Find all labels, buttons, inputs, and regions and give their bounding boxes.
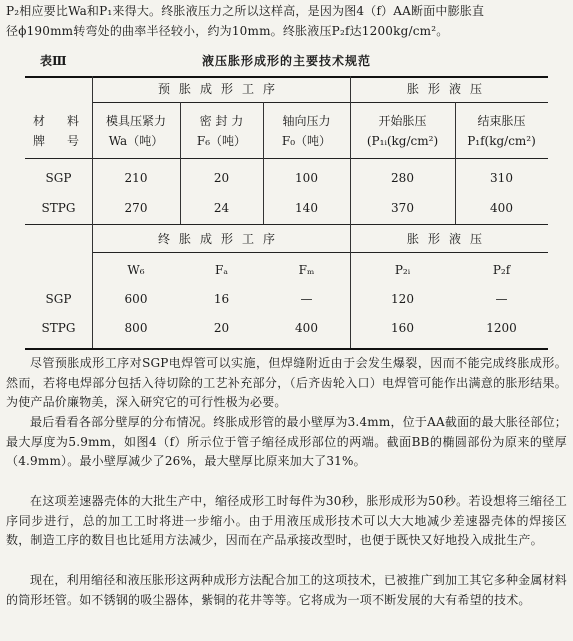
table-cell: 270 bbox=[124, 201, 148, 215]
table-rule bbox=[25, 158, 548, 159]
header-col: W₆ bbox=[127, 263, 145, 277]
header-seal-force-1: 密 封 力 bbox=[199, 114, 244, 128]
table-cell: 16 bbox=[213, 292, 230, 306]
header-end-pressure-2: P₁f(kg/cm²) bbox=[467, 134, 536, 148]
table-cell: 140 bbox=[295, 201, 318, 215]
header-seal-force-2: F₆（吨） bbox=[196, 134, 247, 148]
header-clamp-force-2: Wa（吨） bbox=[108, 134, 164, 148]
body-paragraph: 尽管预胀成形工序对SGP电焊管可以实施，但焊缝附近由于会发生爆裂，因而不能完成终胀成形。然而，若将电焊部分包括入待切除的工艺补充部分，（后齐齿轮入口）电焊管可能作出满意的胀形结果。为使产品价廉物美，深入研究它的可行性极为必要。 bbox=[6, 356, 567, 409]
table-bottom-rule bbox=[25, 348, 548, 350]
table-cell: 400 bbox=[295, 321, 318, 335]
header-group-final: 终胀成形工序 bbox=[157, 232, 284, 246]
body-paragraph: 在这项差速器壳体的大批生产中，缩径成形工时每件为30秒，胀形成形为50秒。若设想将三缩径工序同步进行，总的加工工时将进一步缩小。由于用液压成形技术可以大大地减少差速器壳体的焊接区数，制造工序的数目也比延用方法减少，因而在产品承接改型时，也便于既快又好地投入成批生产。 bbox=[6, 494, 567, 547]
table-title: 液压胀形成形的主要技术规范 bbox=[201, 54, 371, 68]
row-material-name: STPG bbox=[41, 321, 76, 335]
table-rule bbox=[92, 102, 548, 103]
table-cell: — bbox=[300, 292, 313, 306]
intro-line-1: P₂相应要比Wa和P₁来得大。终胀液压力之所以这样高，是因为图4（f）AA断面中膨胀直 bbox=[6, 4, 485, 18]
row-material-name: SGP bbox=[45, 171, 72, 185]
table-cell: 24 bbox=[213, 201, 230, 215]
table-cell: 100 bbox=[295, 171, 318, 185]
table-caption bbox=[0, 52, 573, 72]
intro-line-2: 径ϕ190mm转弯处的曲率半径较小，约为10mm。终胀液压P₂f达1200kg/cm²。 bbox=[6, 23, 449, 38]
header-clamp-force-1: 模具压紧力 bbox=[105, 114, 166, 128]
header-axial-force-2: F₀（吨） bbox=[281, 134, 332, 148]
table-cell: — bbox=[495, 292, 508, 306]
intro-paragraph bbox=[6, 2, 567, 41]
header-group-preform: 预胀成形工序 bbox=[157, 82, 284, 96]
table-cell: 600 bbox=[124, 292, 148, 306]
header-col: Fₘ bbox=[298, 263, 315, 277]
table-rule bbox=[92, 252, 548, 253]
table-cell: 400 bbox=[490, 201, 513, 215]
header-col: P₂f bbox=[492, 263, 511, 277]
table-cell: 370 bbox=[391, 201, 414, 215]
table-label: 表Ⅲ bbox=[40, 54, 67, 68]
header-start-pressure-2: (P₁ᵢ(kg/cm²) bbox=[366, 134, 439, 148]
table-rule bbox=[25, 224, 548, 225]
table-cell: 210 bbox=[124, 171, 148, 185]
body-paragraph: 现在，利用缩径和液压胀形这两种成形方法配合加工的这项技术，已被推广到加工其它多种金属材料的筒形坯管。如不锈钢的吸尘器体，紫铜的花井等等。它将成为一项不断发展的大有希望的技术。 bbox=[6, 573, 567, 607]
header-group-pressure: 胀形液压 bbox=[406, 82, 491, 96]
table-cell: 160 bbox=[391, 321, 414, 335]
header-col: P₂ᵢ bbox=[394, 263, 411, 277]
header-axial-force-1: 轴向压力 bbox=[282, 114, 331, 128]
table-cell: 280 bbox=[391, 171, 414, 185]
row-material-name: STPG bbox=[41, 201, 76, 215]
table-cell: 20 bbox=[213, 171, 230, 185]
header-material-1: 材 料 bbox=[32, 114, 84, 128]
table-top-rule bbox=[25, 76, 548, 78]
table-cell: 310 bbox=[490, 171, 513, 185]
header-material-2: 牌 号 bbox=[32, 134, 84, 148]
row-material-name: SGP bbox=[45, 292, 72, 306]
header-group-pressure-2: 胀形液压 bbox=[406, 232, 491, 246]
table-cell: 20 bbox=[213, 321, 230, 335]
body-paragraph: 最后看看各部分壁厚的分布情况。终胀成形管的最小壁厚为3.4mm，位于AA截面的最大胀径部位；最大厚度为5.9mm，如图4（f）所示位于管子缩径成形部位的两端。截面BB的椭圆部份为原来的壁厚（4.9mm）。最小壁厚减少了26%，最大壁厚比原来加大了31%。 bbox=[6, 415, 567, 468]
header-start-pressure-1: 开始胀压 bbox=[378, 114, 427, 128]
header-col: Fₐ bbox=[215, 263, 228, 277]
header-end-pressure-1: 结束胀压 bbox=[477, 114, 526, 128]
table-cell: 120 bbox=[391, 292, 414, 306]
table-cell: 1200 bbox=[486, 321, 517, 335]
table-cell: 800 bbox=[124, 321, 148, 335]
